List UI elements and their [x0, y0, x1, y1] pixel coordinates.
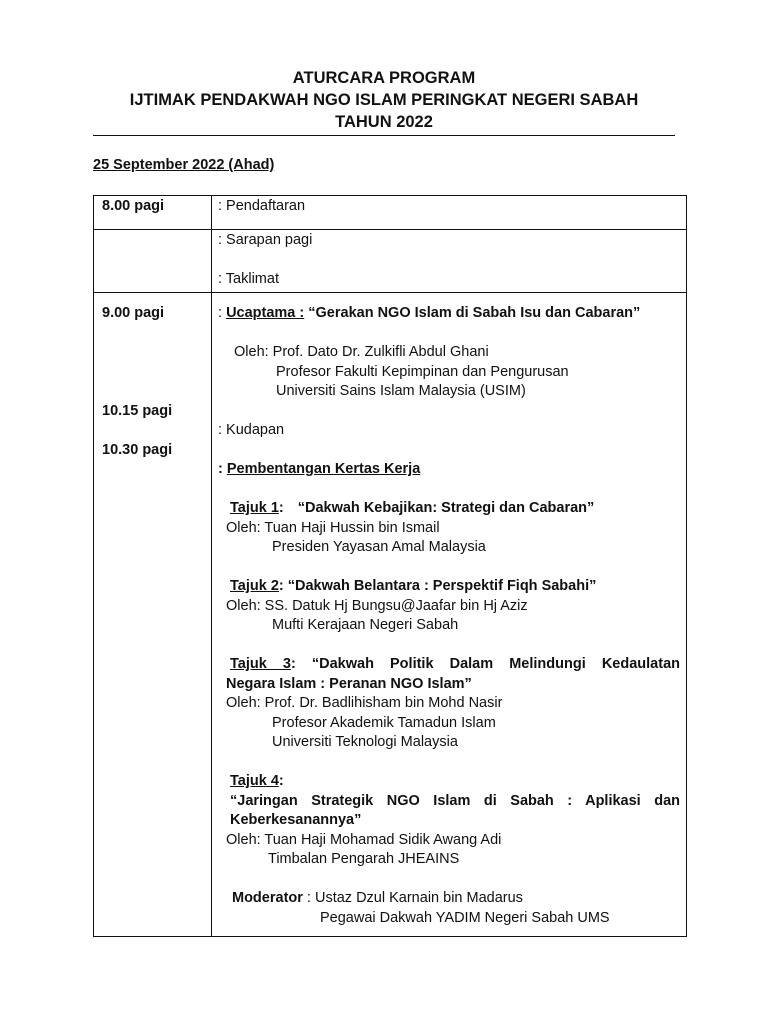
activity-cell [212, 293, 687, 937]
activity-taklimat: : Taklimat [218, 271, 279, 287]
activity-sarapan: : Sarapan pagi [218, 232, 313, 248]
topic-3-speaker-institution: Universiti Teknologi Malaysia [272, 734, 458, 750]
activity-cell [212, 196, 687, 230]
topic-3-title-continued: Negara Islam : Peranan NGO Islam” [226, 675, 472, 692]
topic-4-title: “Jaringan Strategik NGO Islam di Sabah : Aplikasi dan [230, 792, 680, 809]
table-row [94, 293, 687, 937]
topic-3-speaker: Oleh: Prof. Dr. Badlihisham bin Mohd Nasir [226, 695, 503, 711]
moderator-line [212, 889, 680, 909]
date-heading: 25 September 2022 (Ahad) [93, 157, 275, 173]
table-row [94, 230, 687, 293]
topic-1-speaker-position: Presiden Yayasan Amal Malaysia [272, 539, 486, 555]
title-line-1: ATURCARA PROGRAM [292, 69, 476, 87]
time-label: 8.00 pagi [102, 198, 165, 214]
keynote-speaker-position: Profesor Fakulti Kepimpinan dan Pengurusan [276, 363, 569, 380]
topic-3-line [230, 655, 680, 675]
schedule-table [93, 195, 687, 937]
time-label: 10.15 pagi [102, 402, 173, 419]
topic-4-speaker-position: Timbalan Pengarah JHEAINS [268, 851, 460, 867]
topic-3-title: : “Dakwah Politik Dalam Melindungi Kedaulatan [290, 656, 680, 672]
topic-1-line: Tajuk 1: “Dakwah Kebajikan: Strategi dan Cabaran” [230, 500, 595, 516]
topic-2-speaker: Oleh: SS. Datuk Hj Bungsu@Jaafar bin Hj Aziz [226, 597, 528, 614]
time-label: 10.30 pagi [102, 441, 173, 458]
keynote-label: Ucaptama : [226, 305, 305, 321]
topic-4-speaker: Oleh: Tuan Haji Mohamad Sidik Awang Adi [226, 831, 502, 848]
topic-2-line [212, 577, 680, 597]
topic-2-label: Tajuk 2 [230, 578, 279, 594]
moderator-name: : Ustaz Dzul Karnain bin Madarus [302, 890, 523, 906]
header-divider [93, 135, 675, 136]
topic-4-title-continued: Keberkesanannya” [230, 812, 362, 828]
topic-1-label: Tajuk 1 [230, 500, 279, 516]
keynote-line: : Ucaptama : “Gerakan NGO Islam di Sabah Isu dan Cabaran” [218, 305, 641, 321]
activity-cell [212, 230, 687, 293]
topic-2-title: : “Dakwah Belantara : Perspektif Fiqh Sabahi” [278, 578, 597, 594]
moderator-label: Moderator [232, 890, 303, 906]
topic-2-speaker-position: Mufti Kerajaan Negeri Sabah [272, 617, 459, 633]
topic-1-speaker: Oleh: Tuan Haji Hussin bin Ismail [226, 519, 440, 536]
paper-presentation-line: : Pembentangan Kertas Kerja [218, 461, 421, 477]
keynote-speaker: Oleh: Prof. Dato Dr. Zulkifli Abdul Ghani [234, 344, 489, 360]
topic-3-label: Tajuk 3 [230, 656, 291, 672]
moderator-position: Pegawai Dakwah YADIM Negeri Sabah UMS [320, 909, 610, 926]
topic-1-title: “Dakwah Kebajikan: Strategi dan Cabaran” [297, 500, 595, 516]
table-row [94, 196, 687, 230]
title-line-3: TAHUN 2022 [335, 113, 433, 131]
document-title [93, 67, 675, 133]
topic-3-speaker-position: Profesor Akademik Tamadun Islam [272, 714, 496, 731]
time-cell [94, 230, 212, 293]
activity-kudapan: : Kudapan [218, 422, 285, 438]
time-cell [94, 196, 212, 230]
title-line-2: IJTIMAK PENDAKWAH NGO ISLAM PERINGKAT NEGERI SABAH [129, 91, 639, 109]
topic-4-label: Tajuk 4 [230, 773, 279, 789]
keynote-speaker-institution: Universiti Sains Islam Malaysia (USIM) [276, 383, 526, 399]
time-cell [94, 293, 212, 937]
paper-presentation-label: Pembentangan Kertas Kerja [226, 461, 421, 477]
keynote-title: “Gerakan NGO Islam di Sabah Isu dan Cabaran” [304, 305, 641, 321]
time-label: 9.00 pagi [102, 305, 165, 321]
topic-4-line: Tajuk 4: [230, 773, 284, 789]
activity-pendaftaran: : Pendaftaran [218, 198, 306, 214]
